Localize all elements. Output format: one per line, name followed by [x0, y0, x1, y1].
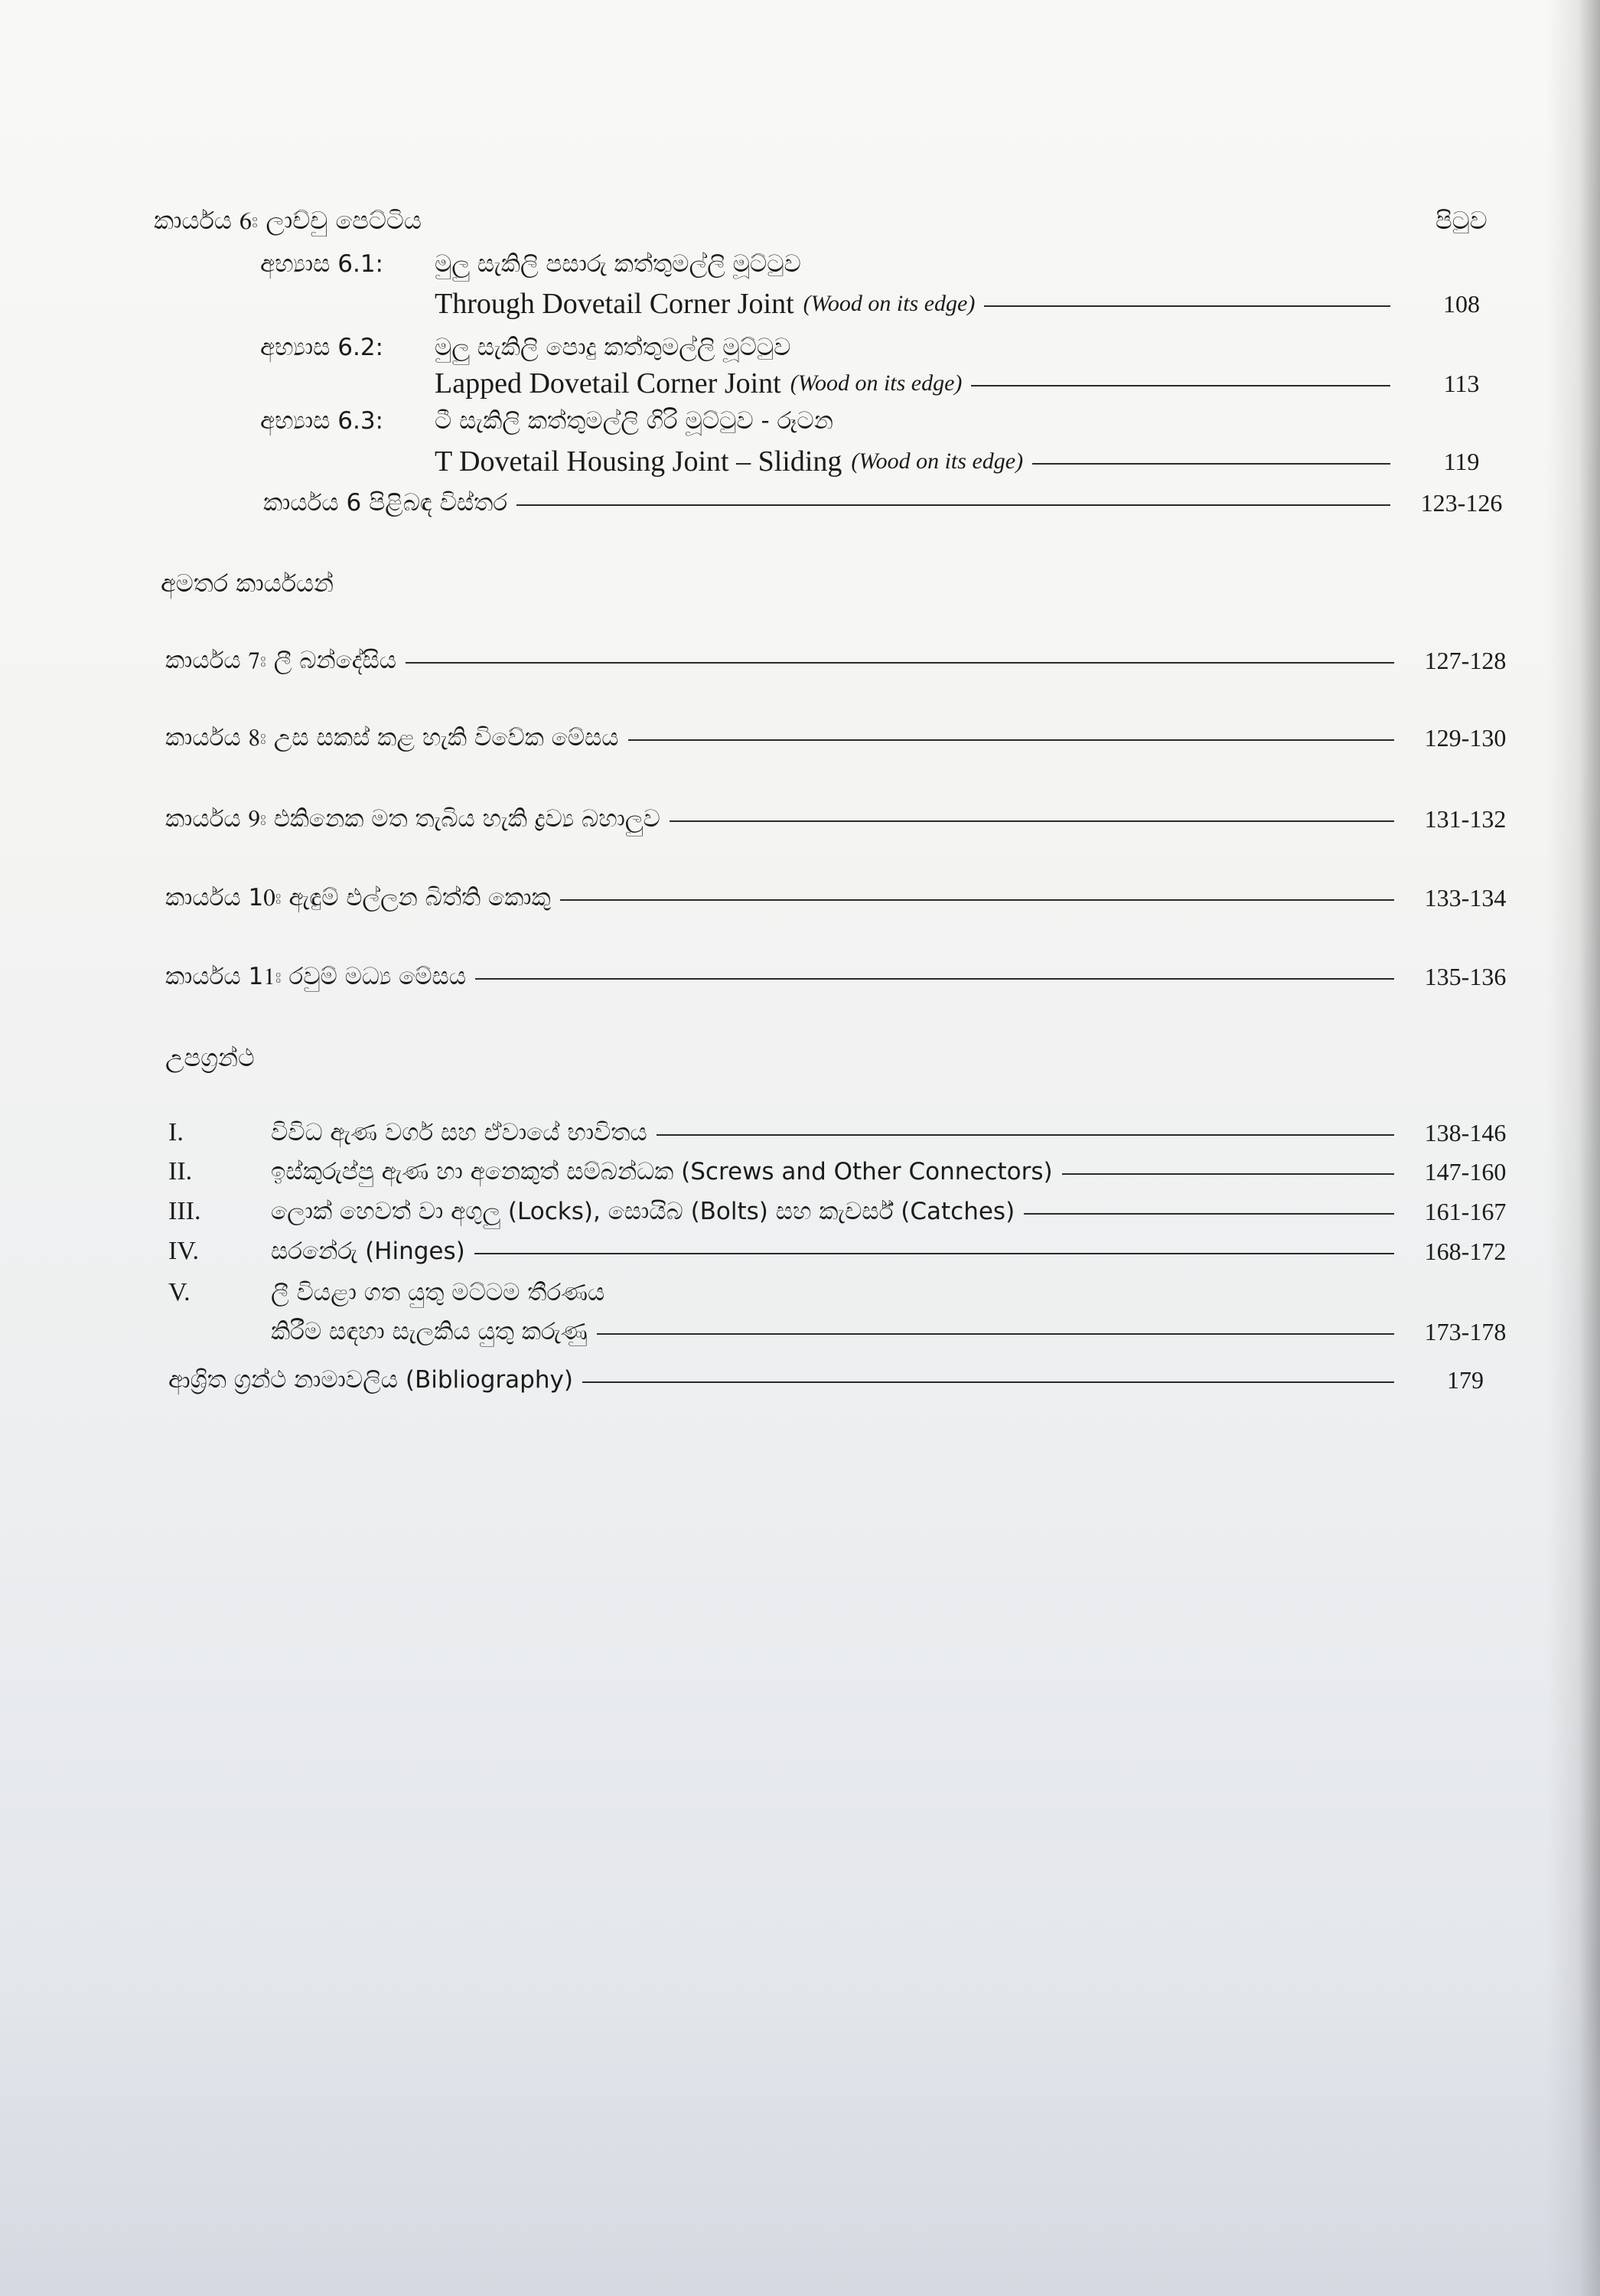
- page-bottom-shade: [0, 1975, 1600, 2296]
- dotted-leader: [657, 1134, 1394, 1136]
- exercise-note: (Wood on its edge): [790, 370, 963, 396]
- roman-numeral: IV.: [168, 1237, 199, 1265]
- page-number: 161-167: [1424, 1197, 1507, 1225]
- roman-numeral: V.: [168, 1278, 191, 1306]
- appendix-entry-2: [168, 1154, 1523, 1189]
- dotted-leader: [582, 1381, 1394, 1383]
- entry-label: ලොක් හෙවත් වා අගුලු (Locks), සොයිබ (Bolts) සහ කැචර්ස් (Catches): [271, 1197, 1015, 1225]
- exercise-label: අභ්‍යාස 6.2:: [260, 333, 383, 361]
- entry-label: ලී වියළා ගත යුතු මට්ටම තීරණය: [271, 1278, 605, 1306]
- page-number: 119: [1443, 447, 1480, 475]
- toc-entry-task-10: [165, 880, 1523, 915]
- page-number: 131-132: [1424, 804, 1507, 833]
- dotted-leader: [475, 978, 1394, 980]
- exercise-note: (Wood on its edge): [851, 448, 1024, 474]
- roman-numeral: II.: [168, 1157, 193, 1186]
- entry-label-continued: කිරීම සඳහා සැලකිය යුතු කරුණු: [271, 1317, 588, 1345]
- additional-tasks-heading: [161, 566, 334, 601]
- page-number: 135-136: [1424, 962, 1507, 990]
- appendix-heading: [165, 1040, 255, 1075]
- roman-numeral: I.: [168, 1118, 184, 1146]
- entry-label: සරනේරු (Hinges): [271, 1237, 465, 1265]
- page-number: 168-172: [1424, 1237, 1507, 1265]
- dotted-leader: [560, 899, 1394, 901]
- exercise-title-si: මුලු සැකිලි පොදු කත්තුමල්ලි මූට්ටුව: [435, 333, 791, 361]
- appendix-entry-4: [168, 1234, 1523, 1269]
- toc-entry-task-8: [165, 720, 1523, 755]
- dotted-leader: [628, 739, 1394, 741]
- chapter-6-details: [263, 485, 1519, 520]
- toc-entry-task-7: [165, 643, 1523, 678]
- section-heading: උපග්‍රන්ථ: [165, 1042, 255, 1072]
- dotted-leader: [516, 504, 1390, 506]
- exercise-label: අභ්‍යාස 6.3:: [260, 406, 383, 435]
- page-column-heading: [1435, 203, 1488, 238]
- appendix-entry-1: [168, 1115, 1523, 1150]
- page-number: 108: [1443, 289, 1480, 318]
- dotted-leader: [1024, 1213, 1394, 1215]
- toc-entry-task-9: [165, 801, 1523, 837]
- exercise-6-2-line1: [260, 330, 790, 365]
- dotted-leader: [670, 820, 1394, 822]
- dotted-leader: [984, 305, 1390, 307]
- exercise-title-en: Through Dovetail Corner Joint: [435, 288, 794, 320]
- page-number: 138-146: [1424, 1118, 1507, 1146]
- page-number: 127-128: [1424, 646, 1507, 674]
- entry-label: කාර්යය 11ඃ රවුම් මධ්‍ය මේසය: [165, 962, 467, 990]
- exercise-6-1-line1: [260, 246, 801, 282]
- page-number: 133-134: [1424, 883, 1507, 912]
- entry-label: කාර්යය 7ඃ ලී බන්දේසිය: [165, 646, 397, 674]
- entry-label: කාර්යය 6 පිළිබඳ විස්තර: [263, 488, 508, 517]
- exercise-6-3-line1: [260, 403, 833, 439]
- dotted-leader: [971, 385, 1390, 386]
- exercise-6-3-line2: [435, 444, 1519, 479]
- page-number: 179: [1447, 1365, 1484, 1394]
- exercise-title-en: Lapped Dovetail Corner Joint: [435, 367, 781, 400]
- dotted-leader: [406, 662, 1394, 664]
- dotted-leader: [1062, 1173, 1394, 1175]
- entry-label: ආශ්‍රිත ග්‍රන්ථ නාමාවලිය (Bibliography): [168, 1365, 573, 1394]
- exercise-title-si: ටී සැකිලි කත්තුමල්ලි ගිරි මූට්ටුව - රූටන: [435, 406, 833, 435]
- dotted-leader: [1032, 463, 1390, 465]
- exercise-title-en: T Dovetail Housing Joint – Sliding: [435, 445, 842, 478]
- entry-label: ඉස්කුරුප්පු ඇණ හා අනෙකුත් සම්බන්ධක (Screws and Other Connectors): [271, 1157, 1053, 1186]
- exercise-label: අභ්‍යාස 6.1:: [260, 249, 383, 278]
- entry-label: විවිධ ඇණ වර්ග සහ ඒවායේ භාවිතය: [271, 1118, 647, 1146]
- appendix-entry-5-line1: [168, 1275, 604, 1310]
- entry-label: කාර්යය 10ඃ ඇඳුම් එල්ලන බිත්ති කොකු: [165, 883, 551, 912]
- dotted-leader: [597, 1333, 1394, 1335]
- page-number: 129-130: [1424, 723, 1507, 752]
- section-heading: අමතර කාර්යයන්: [161, 568, 334, 598]
- page-edge-shadow: [1546, 0, 1600, 2296]
- exercise-note: (Wood on its edge): [803, 291, 976, 316]
- page-number: 113: [1443, 369, 1480, 397]
- chapter-title: කාර්යය 6ඃ ලාච්චු පෙට්ටිය: [154, 205, 422, 235]
- exercise-6-2-line2: [435, 366, 1519, 401]
- exercise-title-si: මුලු සැකිලි පසාරු කත්තුමල්ලි මූට්ටුව: [435, 249, 801, 278]
- entry-label: කාර්යය 9ඃ එකිනෙක මත තැබිය හැකි ද්‍රව්‍ය බහාලුව: [165, 804, 660, 833]
- dotted-leader: [474, 1253, 1394, 1254]
- page-number: 173-178: [1424, 1317, 1507, 1345]
- entry-label: කාර්යය 8ඃ උස සකස් කළ හැකි විවේක මේසය: [165, 723, 619, 752]
- page-column-label: පිටුව: [1435, 205, 1488, 235]
- toc-entry-task-11: [165, 959, 1523, 994]
- appendix-entry-3: [168, 1194, 1523, 1229]
- appendix-entry-5-line2: [271, 1314, 1523, 1349]
- exercise-6-1-line2: [435, 286, 1519, 321]
- roman-numeral: III.: [168, 1197, 201, 1225]
- chapter-6-heading: [154, 203, 422, 238]
- bibliography-entry: [168, 1362, 1523, 1397]
- page-number: 147-160: [1424, 1157, 1507, 1186]
- page-number: 123-126: [1420, 488, 1503, 517]
